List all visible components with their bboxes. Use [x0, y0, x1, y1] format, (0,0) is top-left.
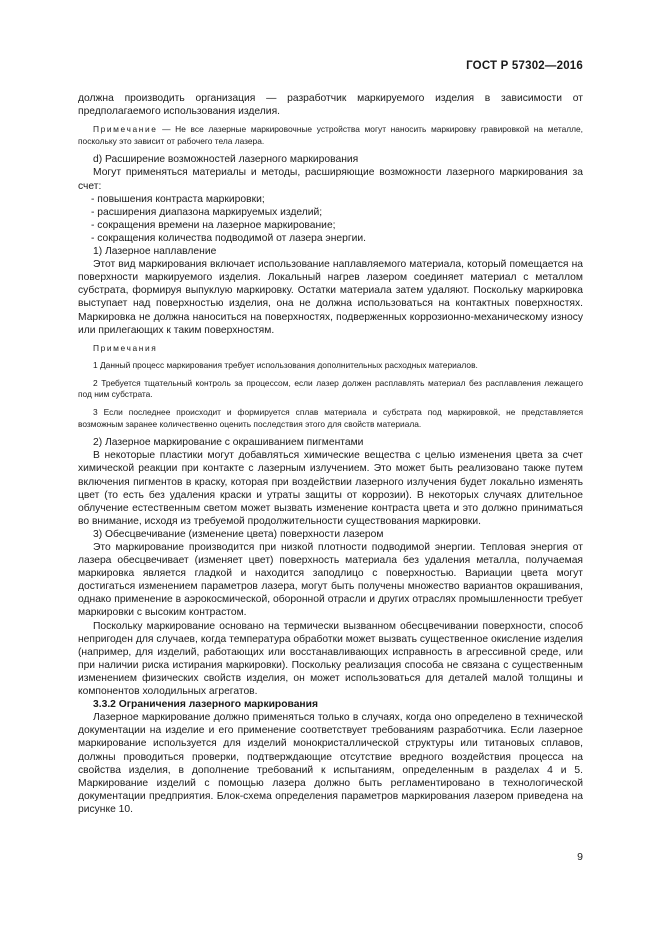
subheading-3: 3) Обесцвечивание (изменение цвета) поверхности лазером	[93, 528, 384, 540]
document-header: ГОСТ Р 57302—2016	[466, 60, 583, 72]
subheading-d: d) Расширение возможностей лазерного маркирования	[93, 154, 359, 166]
note-item: 2 Требуется тщательный контроль за процессом, если лазер должен расплавлять материал без расплавления лежащего под ним субстрата.	[78, 377, 583, 400]
paragraph: В некоторые пластики могут добавляться химические вещества с целью изменения цвета за счет химической реакции при контакте с лазерным излучением. Это может быть реализовано также путем включения пигментов в краску, которая при воздействии лазерного излучения будет локально изменять цвет (то есть без удаления краски и утраты защиты от коррозии). В некоторых случаях длительное облучение естественным светом может вызвать изменение контраста цвета и это должно приниматься во внимание, исходя из требуемой продолжительности существования маркировки.	[78, 450, 583, 527]
subheading-1: 1) Лазерное наплавление	[93, 246, 217, 258]
paragraph: Могут применяться материалы и методы, расширяющие возможности лазерного маркирования за счет:	[78, 167, 583, 192]
list-item: - расширения диапазона маркируемых изделий;	[91, 206, 323, 218]
paragraph: Это маркирование производится при низкой плотности подводимой энергии. Тепловая энергия от лазера обесцвечивает (изменяет цвет) поверхность материала без удаления металла, получаемая маркировка является гладкой и находится заподлицо с поверхностью. Вариации цвета могут достигаться изменением параметров лазера, могут быть получены множество вариантов окрашивания, однако применение в аэрокосмической, оборонной отрасли и других отраслях промышленности требует маркировки с высоким контрастом.	[78, 542, 583, 619]
note-label: Примечание	[93, 124, 158, 135]
page-content	[78, 92, 583, 816]
list-item: - повышения контраста маркировки;	[91, 193, 265, 205]
paragraph: Лазерное маркирование должно применяться только в случаях, когда оно определено в технической документации на изделие и его применение соответствует требованиям разработчика. Если лазерное маркирование используется для изделий монокристаллической структуры или титановых сплавов, должны проводиться проверки, подтверждающие отсутствие вредного воздействия процесса на свойства изделия, в дополнение требований к испытаниям, определенным в разделах 4 и 5. Маркирование изделий с помощью лазера должно быть регламентировано в технологической документации предприятия. Блок-схема определения параметров маркирования лазером приведена на рисунке 10.	[78, 712, 583, 815]
paragraph: Поскольку маркирование основано на термически вызванном обесцвечивании поверхности, способ непригоден для случаев, когда температура обработки может вызвать существенное окисление изделия (например, для изделий, работающих или восстанавливающих исправность в агрессивной среде, или при наличии риска истирания маркировки). Поскольку реализация способа не связана с существенным изменением физических свойств изделия, он может использоваться для деталей малой толщины и компонентов холодильных агрегатов.	[78, 620, 583, 698]
note	[78, 124, 583, 147]
paragraph: должна производить организация — разработчик маркируемого изделия в зависимости от предполагаемого использования изделия.	[78, 93, 583, 118]
section-heading: 3.3.2 Ограничения лазерного маркирования	[93, 699, 318, 711]
subheading-2: 2) Лазерное маркирование с окрашиванием пигментами	[93, 437, 364, 449]
list-item: - сокращения количества подводимой от лазера энергии.	[91, 232, 366, 244]
page-number: 9	[577, 851, 583, 863]
note-item: 1 Данный процесс маркирования требует использования дополнительных расходных материалов.	[93, 360, 478, 371]
note-item: 3 Если последнее происходит и формируется сплав материала и субстрата под маркировкой, не представляется возможным заранее количественно оценить последствия этого для свойств материала.	[78, 407, 583, 429]
paragraph: Этот вид маркирования включает использование наплавляемого материала, который помещается на поверхности маркируемого изделия. Локальный нагрев лазером соединяет материал с металлом субстрата, формируя выпуклую маркировку. Остатки материала затем удаляют. Поскольку маркировка выступает над поверхностью изделия, она не должна использоваться на контактных поверхностях. Маркировка не должна наноситься на поверхностях, подверженных коррозионно-механическому износу или прилегающих к таким поверхностям.	[78, 259, 583, 336]
enhancement-list	[78, 193, 583, 245]
list-item: - сокращения времени на лазерное маркирование;	[91, 219, 336, 231]
note-text: — Не все лазерные маркировочные устройства могут наносить маркировку гравировкой на металле, поскольку это зависит от рабочего тела лазера.	[78, 124, 583, 146]
notes-label: Примечания	[93, 342, 158, 353]
